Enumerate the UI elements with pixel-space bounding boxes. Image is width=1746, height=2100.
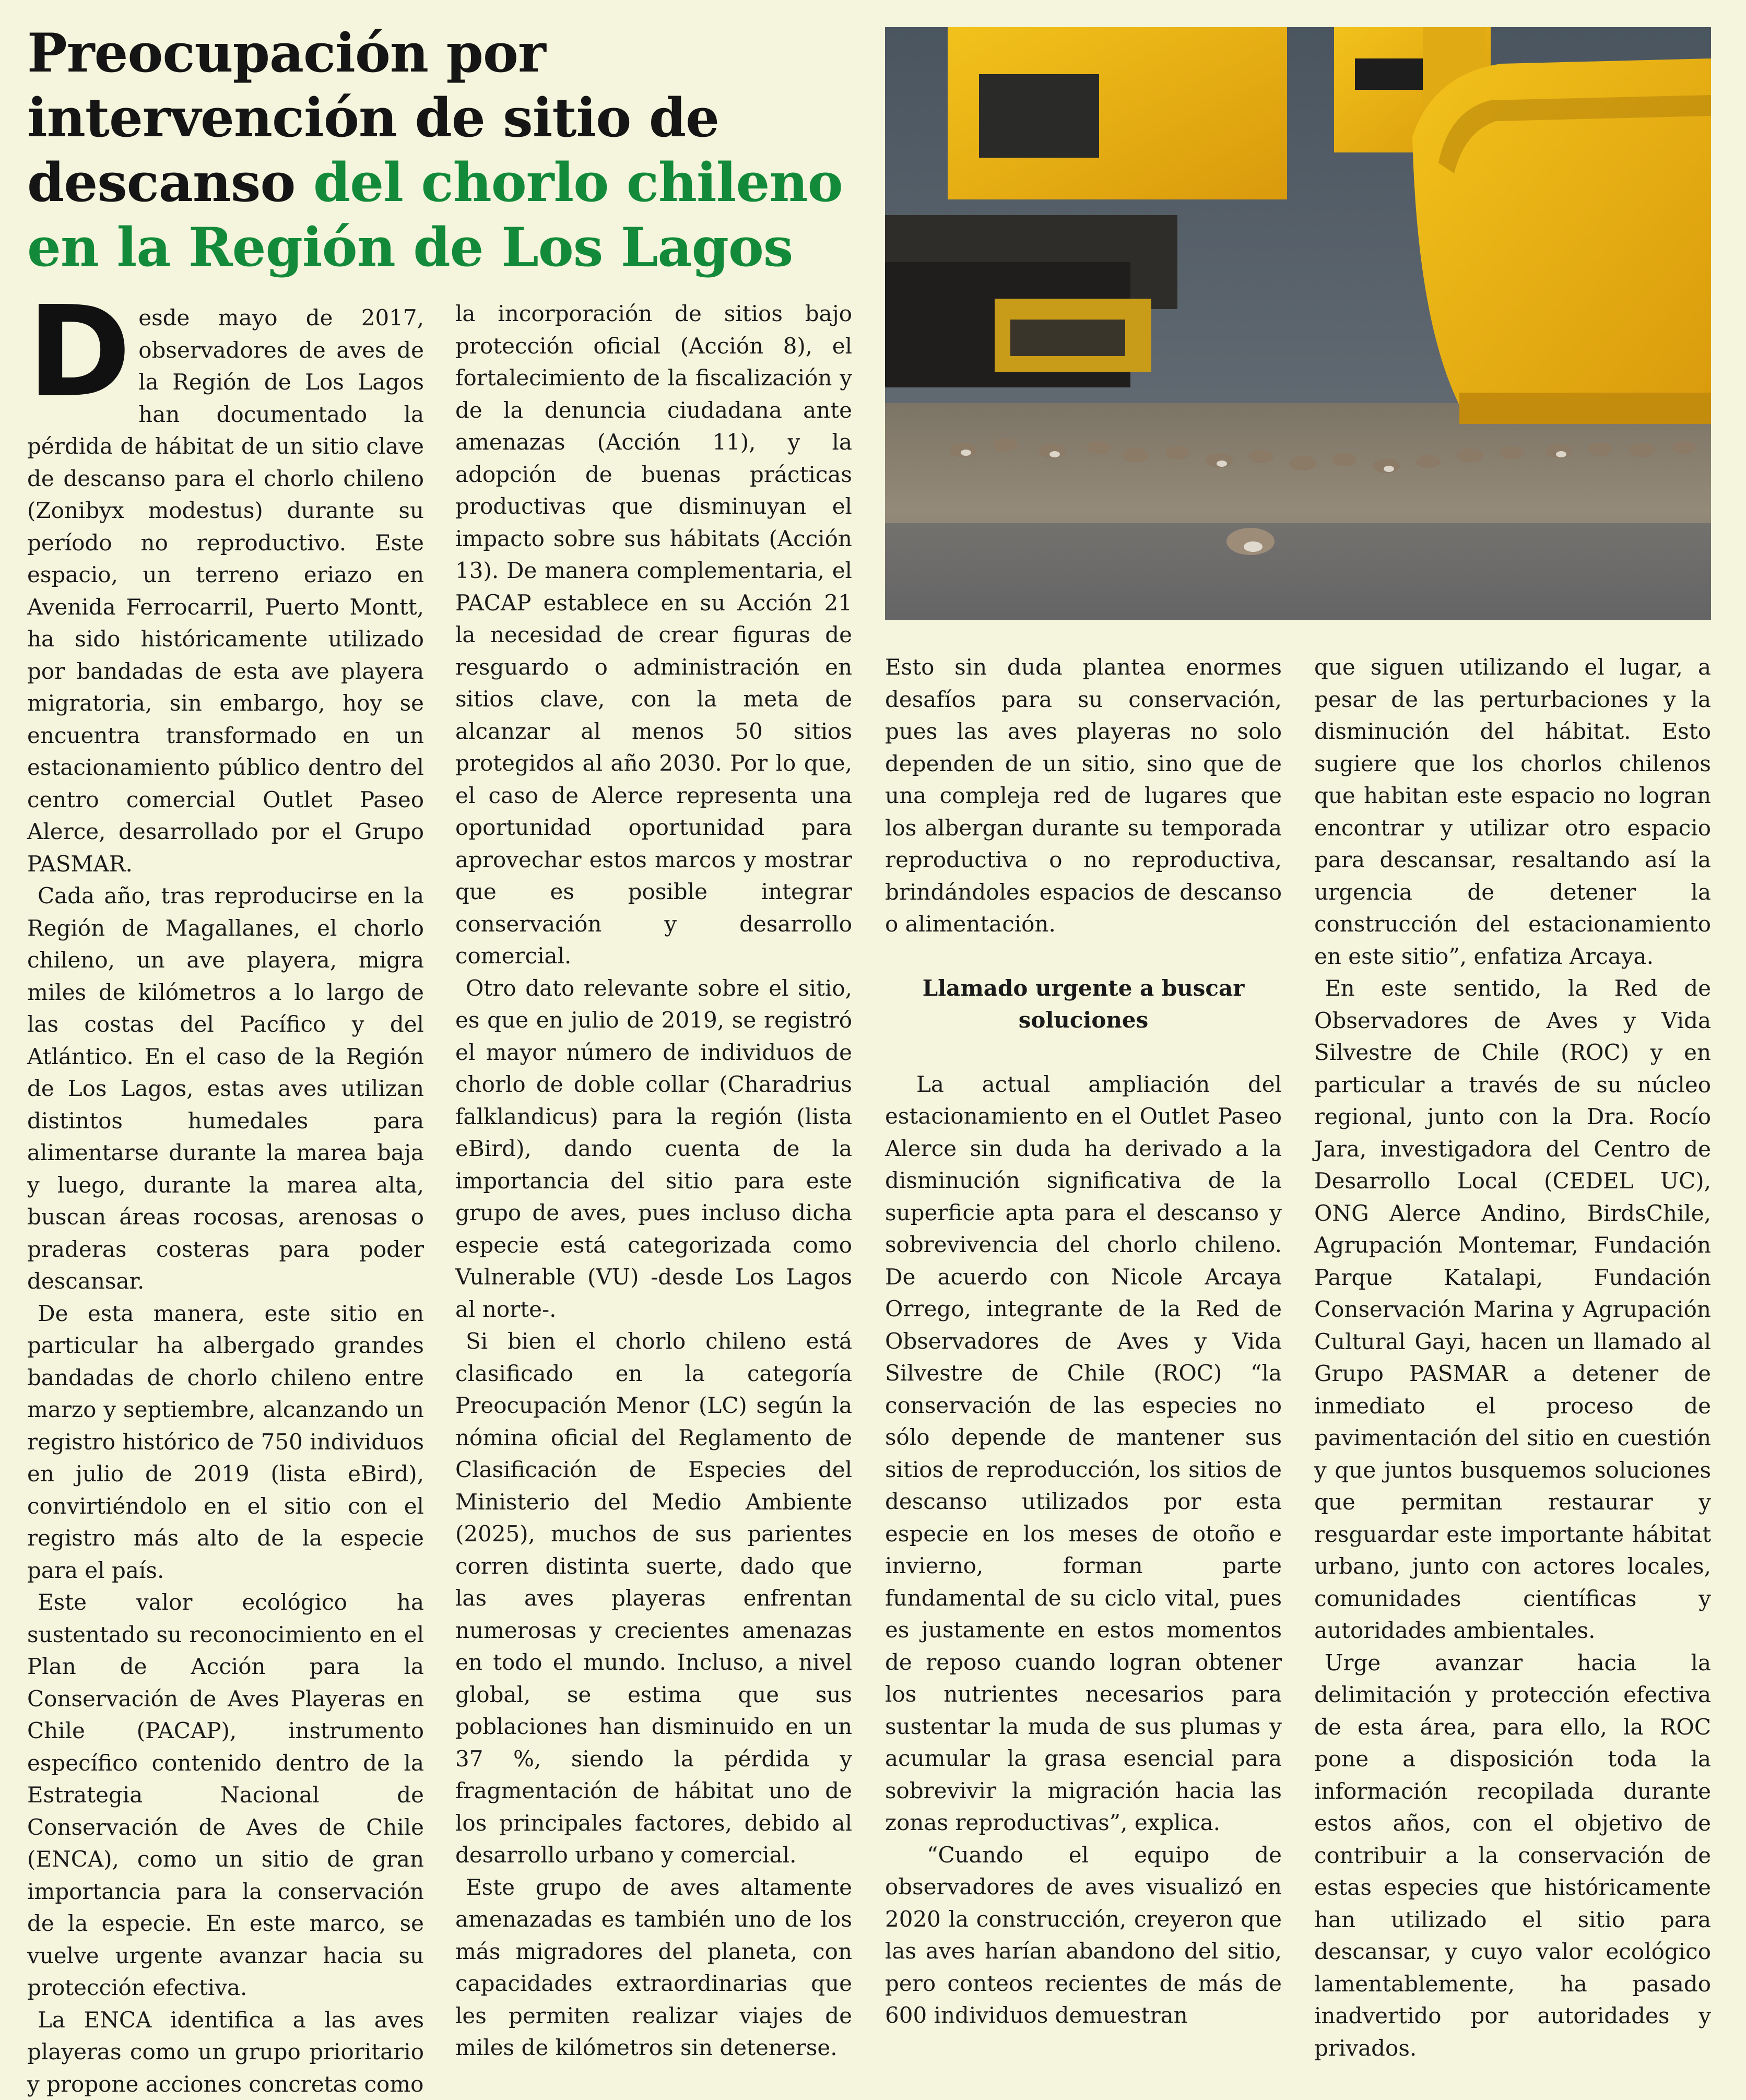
- paragraph-3: “Cuando el equipo de observadores de aves visualizó en 2020 la construcción, creyeron que las aves harían abandono del sitio, pero conteos recientes de más de 600 individuos demuestran: [885, 1839, 1282, 2032]
- headline-part-2: del chorlo chileno en la Región de Los Lagos: [27, 151, 843, 279]
- section-subheading: Llamado urgente a buscar soluciones: [885, 972, 1282, 1036]
- paragraph-4: Este grupo de aves altamente amenazadas es también uno de los más migradores del planeta, con capacidades extraordinarias que les permiten realizar viajes de miles de kilómetros sin detenerse.: [455, 1871, 852, 2064]
- article-column-2: [455, 298, 852, 2064]
- article-column-4: [1314, 651, 1711, 2064]
- photo-excavator-plovers: [885, 27, 1711, 620]
- paragraph-1: que siguen utilizando el lugar, a pesar de las perturbaciones y la disminución del hábitat. Esto sugiere que los chorlos chilenos que habitan este espacio no logran encontrar y utilizar otro espacio para descansar, resaltando así la urgencia de detener la construcción del estacionamiento en este sitio”, enfatiza Arcaya.: [1314, 651, 1711, 972]
- paragraph-1: Esto sin duda plantea enormes desafíos para su conservación, pues las aves playeras no solo dependen de un sitio, sino que de una compleja red de lugares que los albergan durante su temporada reproductiva o no reproductiva, brindándoles espacios de descanso o alimentación.: [885, 651, 1282, 940]
- drop-cap: D: [27, 305, 131, 399]
- paragraph-1: la incorporación de sitios bajo protección oficial (Acción 8), el fortalecimiento de la fiscalización y de la denuncia ciudadana ante amenazas (Acción 11), y la adopción de buenas prácticas productivas que disminuyan el impacto sobre sus hábitats (Acción 13). De manera complementaria, el PACAP establece en su Acción 21 la necesidad de crear figuras de resguardo o administración en sitios clave, con la meta de alcanzar al menos 50 sitios protegidos al año 2030. Por lo que, el caso de Alerce representa una oportunidad oportunidad para aprovechar estos marcos y mostrar que es posible integrar conservación y desarrollo comercial.: [455, 298, 852, 972]
- paragraph-1: Desde mayo de 2017, observadores de aves de la Región de Los Lagos han documentado la pérdida de hábitat de un sitio clave de descanso para el chorlo chileno (Zonibyx modestus) durante su período no reproductivo. Este espacio, un terreno eriazo en Avenida Ferrocarril, Puerto Montt, ha sido históricamente utilizado por bandadas de esta ave playera migratoria, sin embargo, hoy se encuentra transformado en un estacionamiento público dentro del centro comercial Outlet Paseo Alerce, desarrollado por el Grupo PASMAR.: [27, 302, 424, 880]
- paragraph-3: Urge avanzar hacia la delimitación y protección efectiva de esta área, para ello, la ROC pone a disposición toda la información recopilada durante estos años, con el objetivo de contribuir a la conservación de estas especies que históricamente han utilizado el sitio para descansar, y cuyo valor ecológico lamentablemente, ha pasado inadvertido por autoridades y privados.: [1314, 1647, 1711, 2064]
- paragraph-2: En este sentido, la Red de Observadores de Aves y Vida Silvestre de Chile (ROC) y en particular a través de su núcleo regional, junto con la Dra. Rocío Jara, investigadora del Centro de Desarrollo Local (CEDEL UC), ONG Alerce Andino, BirdsChile, Agrupación Montemar, Fundación Parque Katalapi, Fundación Conservación Marina y Agrupación Cultural Gayi, hacen un llamado al Grupo PASMAR a detener de inmediato el proceso de pavimentación del sitio en cuestión y que juntos busquemos soluciones que permitan restaurar y resguardar este importante hábitat urbano, junto con actores locales, comunidades científicas y autoridades ambientales.: [1314, 972, 1711, 1647]
- paragraph-4: Este valor ecológico ha sustentado su reconocimiento en el Plan de Acción para la Conservación de Aves Playeras en Chile (PACAP), instrumento específico contenido dentro de la Estrategia Nacional de Conservación de Aves de Chile (ENCA), como un sitio de gran importancia para la conservación de la especie. En este marco, se vuelve urgente avanzar hacia su protección efectiva.: [27, 1586, 424, 2004]
- paragraph-3: Si bien el chorlo chileno está clasificado en la categoría Preocupación Menor (LC) según la nómina oficial del Reglamento de Clasificación de Especies del Ministerio del Medio Ambiente (2025), muchos de sus parientes corren distinta suerte, dado que las aves playeras enfrentan numerosas y crecientes amenazas en todo el mundo. Incluso, a nivel global, se estima que sus poblaciones han disminuido en un 37 %, siendo la pérdida y fragmentación de hábitat uno de los principales factores, debido al desarrollo urbano y comercial.: [455, 1325, 852, 1871]
- paragraph-2: Otro dato relevante sobre el sitio, es que en julio de 2019, se registró el mayor número de individuos de chorlo de doble collar (Charadrius falklandicus) para la región (lista eBird), dando cuenta de la importancia del sitio para este grupo de aves, pues incluso dicha especie está categorizada como Vulnerable (VU) -desde Los Lagos al norte-.: [455, 972, 852, 1326]
- article-column-3: [885, 651, 1282, 2032]
- headline-part-1: Preocupación por intervención de sitio de descanso: [27, 22, 719, 214]
- article-photo: [885, 27, 1711, 620]
- paragraph-3: De esta manera, este sitio en particular ha albergado grandes bandadas de chorlo chileno entre marzo y septiembre, alcanzando un registro histórico de 750 individuos en julio de 2019 (lista eBird), convirtiéndolo en el sitio con el registro más alto de la especie para el país.: [27, 1297, 424, 1587]
- headline: [27, 21, 863, 280]
- paragraph-2: La actual ampliación del estacionamiento en el Outlet Paseo Alerce sin duda ha derivado a la disminución significativa de la superficie apta para el descanso y sobrevivencia del chorlo chileno. De acuerdo con Nicole Arcaya Orrego, integrante de la Red de Observadores de Aves y Vida Silvestre de Chile (ROC) “la conservación de las especies no sólo depende de mantener sus sitios de reproducción, los sitios de descanso utilizados por esta especie en los meses de otoño e invierno, forman parte fundamental de su ciclo vital, pues es justamente en estos momentos de reposo cuando logran obtener los nutrientes necesarios para sustentar la muda de sus plumas y acumular la grasa esencial para sobrevivir la migración hacia las zonas reproductivas”, explica.: [885, 1068, 1282, 1839]
- paragraph-2: Cada año, tras reproducirse en la Región de Magallanes, el chorlo chileno, un ave playera, migra miles de kilómetros a lo largo de las costas del Pacífico y del Atlántico. En el caso de la Región de Los Lagos, estas aves utilizan distintos humedales para alimentarse durante la marea baja y luego, durante la marea alta, buscan áreas rocosas, arenosas o praderas costeras para poder descansar.: [27, 880, 424, 1297]
- paragraph-5: La ENCA identifica a las aves playeras como un grupo prioritario y propone acciones concretas como: [27, 2004, 424, 2100]
- article-column-1: [27, 302, 424, 2100]
